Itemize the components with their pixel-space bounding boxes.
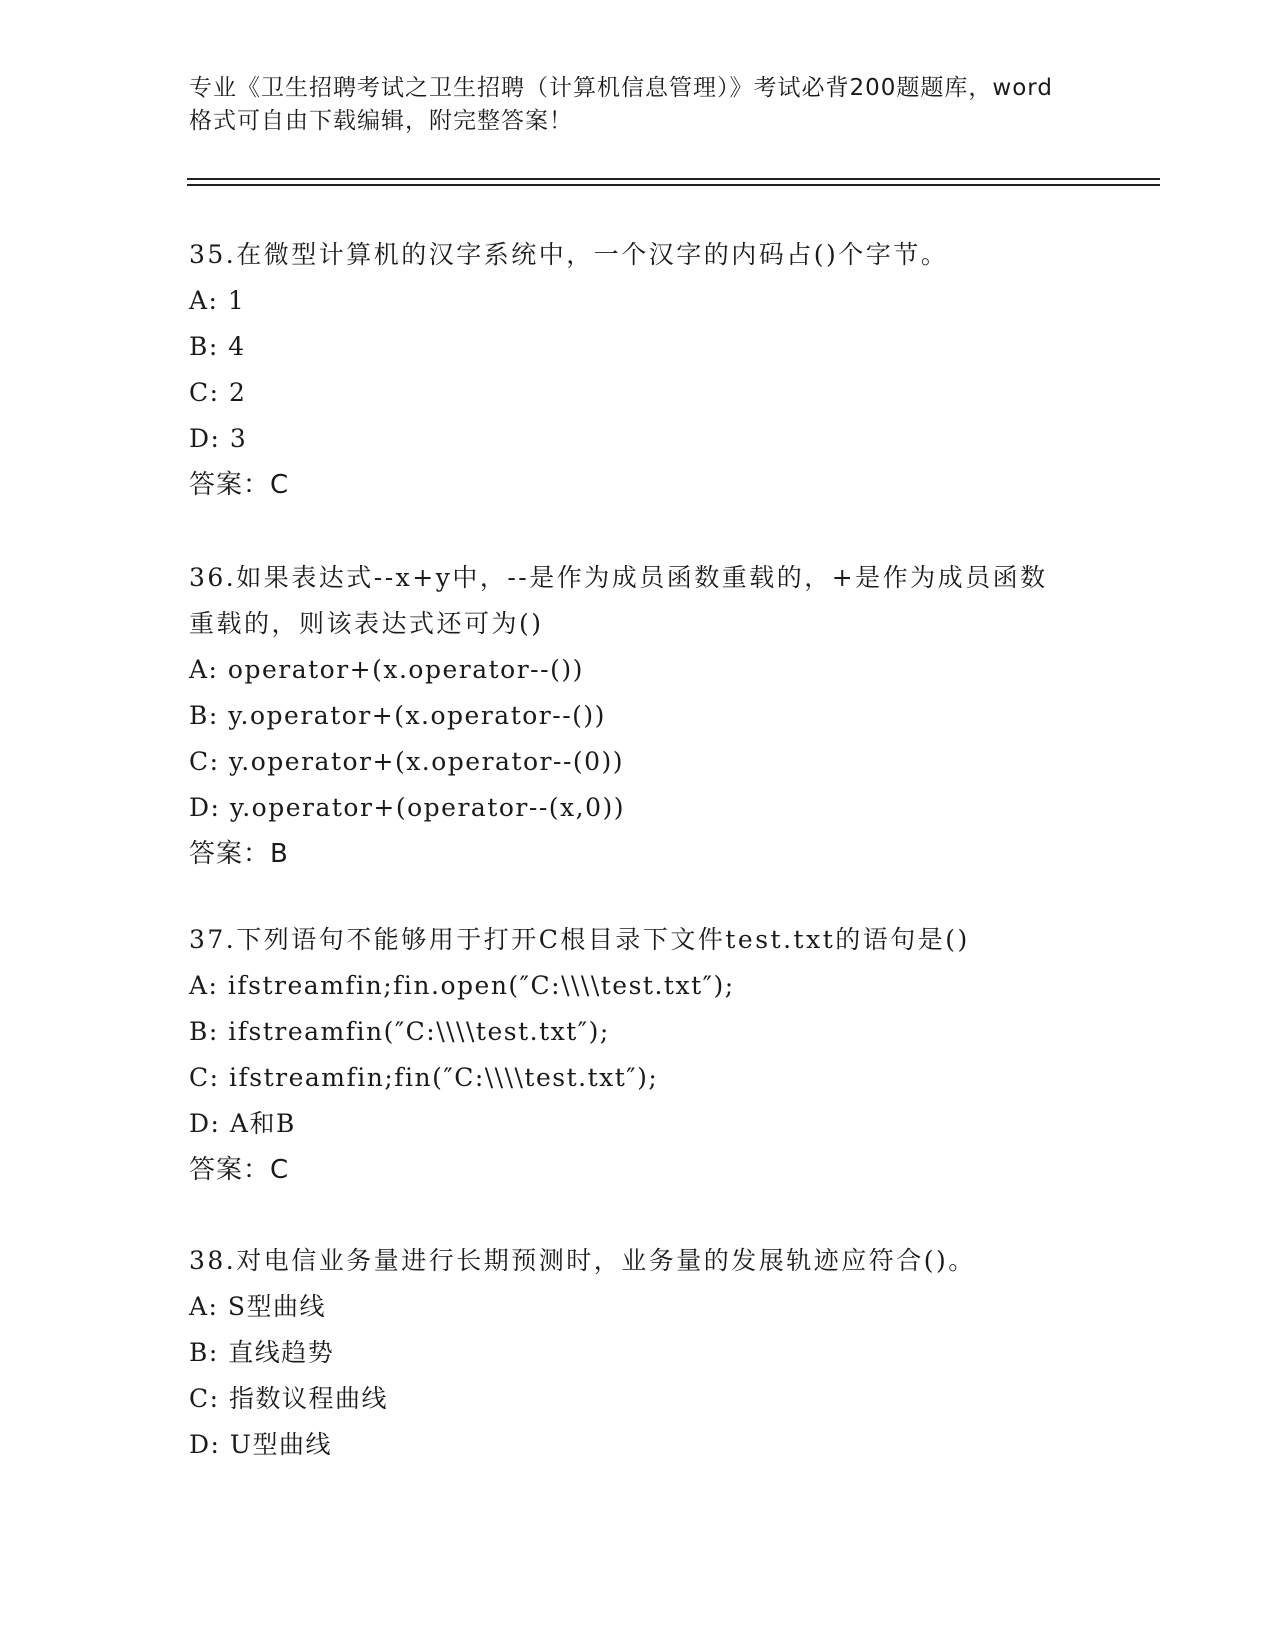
option-c: C: ifstreamfin;fin(″C:\\\\test.txt″); [189, 1063, 659, 1092]
answer-line: 答案：B [189, 839, 289, 869]
option-a: A: 1 [189, 286, 246, 315]
question-stem: 37.下列语句不能够用于打开C根目录下文件test.txt的语句是() [189, 925, 970, 954]
header-line-2: 格式可自由下载编辑，附完整答案！ [189, 108, 573, 134]
question-stem: 36.如果表达式--x+y中，--是作为成员函数重载的，+是作为成员函数 [189, 563, 1048, 592]
question-38 [189, 1238, 1169, 1468]
question-stem: 35.在微型计算机的汉字系统中，一个汉字的内码占()个字节。 [189, 240, 949, 269]
option-c: C: 2 [189, 378, 247, 407]
answer-line: 答案：C [189, 1155, 290, 1185]
option-b: B: y.operator+(x.operator--()) [189, 701, 606, 730]
question-stem: 38.对电信业务量进行长期预测时，业务量的发展轨迹应符合()。 [189, 1246, 976, 1275]
question-36 [189, 555, 1169, 877]
option-b: B: ifstreamfin(″C:\\\\test.txt″); [189, 1017, 610, 1046]
option-d: D: 3 [189, 424, 248, 453]
option-c: C: y.operator+(x.operator--(0)) [189, 747, 625, 776]
option-d: D: U型曲线 [189, 1430, 332, 1459]
header-divider-top [187, 178, 1160, 180]
option-a: A: S型曲线 [189, 1292, 327, 1321]
question-37 [189, 917, 1169, 1193]
option-c: C: 指数议程曲线 [189, 1384, 388, 1413]
header-divider-bottom [187, 184, 1160, 186]
document-header [189, 72, 1089, 138]
option-d: D: y.operator+(operator--(x,0)) [189, 793, 625, 822]
option-d: D: A和B [189, 1109, 296, 1138]
option-a: A: ifstreamfin;fin.open(″C:\\\\test.txt″); [189, 971, 735, 1000]
header-line-1: 专业《卫生招聘考试之卫生招聘（计算机信息管理）》考试必背200题题库，word [189, 75, 1053, 101]
question-35 [189, 232, 1169, 508]
option-a: A: operator+(x.operator--()) [189, 655, 584, 684]
answer-line: 答案：C [189, 470, 290, 500]
option-b: B: 4 [189, 332, 246, 361]
option-b: B: 直线趋势 [189, 1338, 335, 1367]
question-stem-continued: 重载的，则该表达式还可为() [189, 609, 544, 638]
